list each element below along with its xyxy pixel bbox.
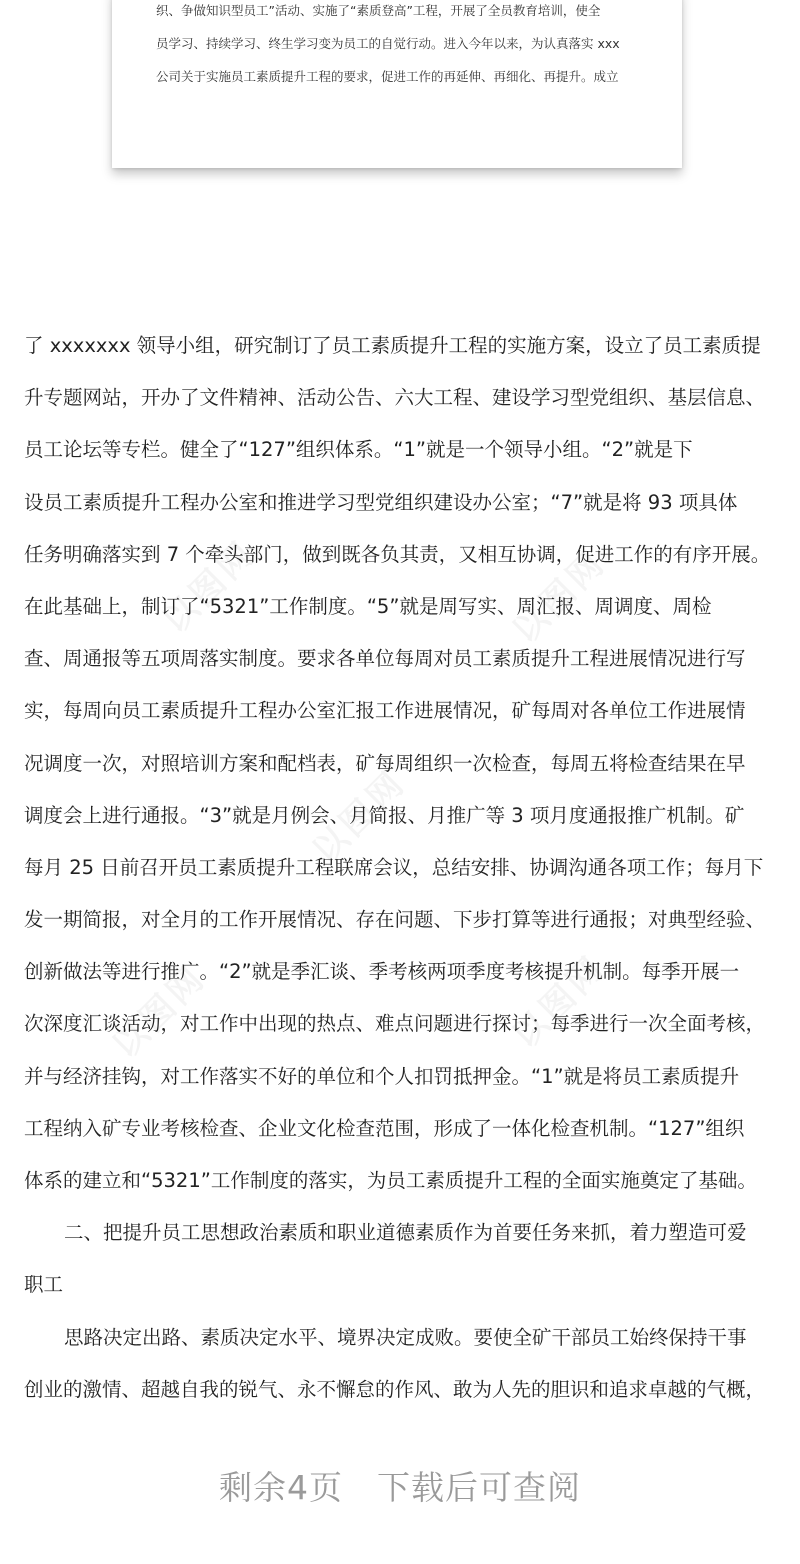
paragraph-line: 创新做法等进行推广。“2”就是季汇谈、季考核两项季度考核提升机制。每季开展一 (24, 960, 740, 984)
paragraph-line: 查、周通报等五项周落实制度。要求各单位每周对员工素质提升工程进展情况进行写 (24, 647, 746, 671)
paragraph-line: 了 xxxxxxx 领导小组，研究制订了员工素质提升工程的实施方案，设立了员工素质提 (24, 334, 761, 357)
section-heading-line: 二、把提升员工思想政治素质和职业道德素质作为首要任务来抓，着力塑造可爱 (64, 1221, 747, 1245)
paragraph-line: 思路决定出路、素质决定水平、境界决定成败。要使全矿干部员工始终保持干事 (64, 1325, 747, 1349)
paragraph-line: 创业的激情、超越自我的锐气、永不懈怠的作风、敢为人先的胆识和追求卓越的气概， (24, 1377, 766, 1401)
paragraph-line: 实，每周向员工素质提升工程办公室汇报工作进展情况，矿每周对各单位工作进展情 (24, 699, 746, 723)
paragraph-line: 设员工素质提升工程办公室和推进学习型党组织建设办公室；“7”就是将 93 项具体 (24, 490, 738, 514)
paragraph-line: 在此基础上，制订了“5321”工作制度。“5”就是周写实、周汇报、周调度、周检 (24, 594, 712, 618)
paragraph-line: 工程纳入矿专业考核检查、企业文化检查范围，形成了一体化检查机制。“127”组织 (24, 1116, 745, 1140)
paragraph-line: 体系的建立和“5321”工作制度的落实，为员工素质提升工程的全面实施奠定了基础。 (24, 1169, 757, 1192)
document-preview-card (112, 0, 682, 168)
section-heading-line: 职工 (24, 1273, 64, 1297)
document-body (24, 320, 776, 1416)
preview-line: 织、争做知识型员工”活动、实施了“素质登高”工程，开展了全员教育培训，使全 (156, 3, 601, 18)
paragraph-line: 并与经济挂钩，对工作落实不好的单位和个人扣罚抵押金。“1”就是将员工素质提升 (24, 1064, 740, 1088)
remaining-pages-download-prompt[interactable]: 剩余4页 下载后可查阅 (219, 1468, 581, 1507)
paragraph-line: 每月 25 日前召开员工素质提升工程联席会议，总结安排、协调沟通各项工作；每月下 (24, 855, 764, 879)
paragraph-line: 况调度一次，对照培训方案和配档表，矿每周组织一次检查，每周五将检查结果在早 (24, 751, 746, 775)
paragraph-line: 员工论坛等专栏。健全了“127”组织体系。“1”就是一个领导小组。“2”就是下 (24, 438, 693, 462)
paragraph-line: 发一期简报，对全月的工作开展情况、存在问题、下步打算等进行通报；对典型经验、 (24, 908, 766, 932)
paragraph-line: 任务明确落实到 7 个牵头部门，做到既各负其责，又相互协调，促进工作的有序开展。 (24, 542, 771, 566)
preview-card-text (156, 0, 646, 93)
paragraph-line: 升专题网站，开办了文件精神、活动公告、六大工程、建设学习型党组织、基层信息、 (24, 386, 766, 410)
paragraph-line: 调度会上进行通报。“3”就是月例会、月简报、月推广等 3 项月度通报推广机制。矿 (24, 803, 745, 827)
preview-line: 公司关于实施员工素质提升工程的要求，促进工作的再延伸、再细化、再提升。成立 (156, 69, 619, 84)
preview-line: 员学习、持续学习、终生学习变为员工的自觉行动。进入今年以来，为认真落实 xxx (156, 36, 620, 51)
paragraph-line: 次深度汇谈活动，对工作中出现的热点、难点问题进行探讨；每季进行一次全面考核， (24, 1012, 766, 1036)
